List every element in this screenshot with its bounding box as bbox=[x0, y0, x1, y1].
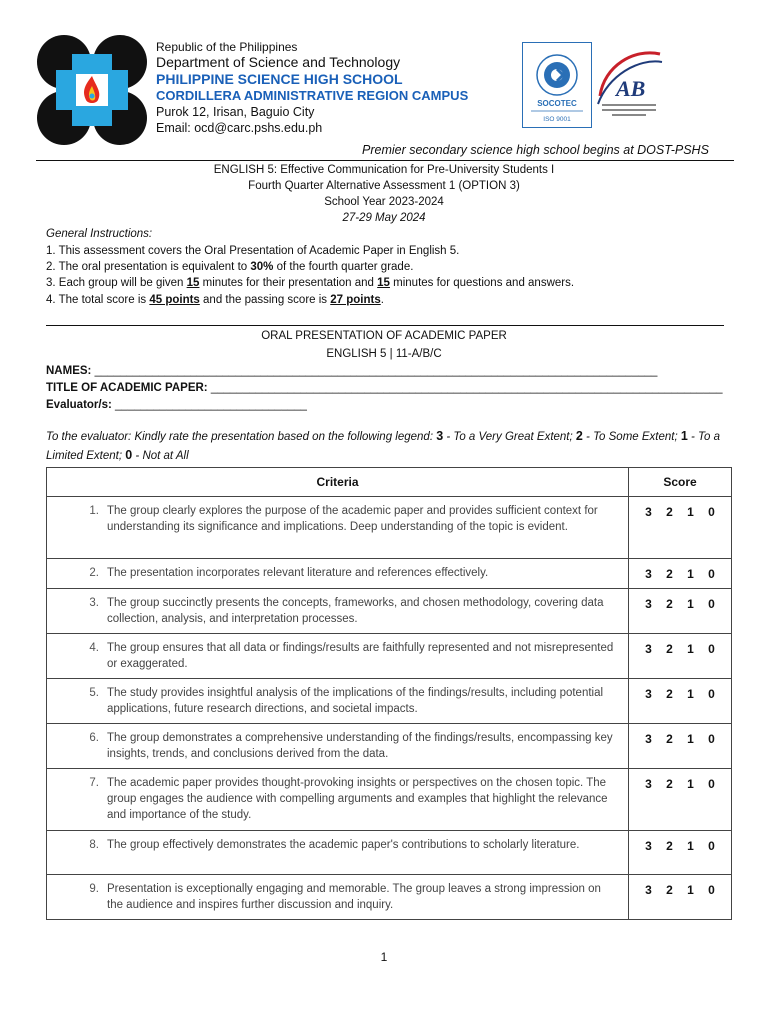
score-option-1[interactable]: 1 bbox=[687, 732, 694, 746]
score-cell bbox=[629, 589, 732, 634]
table-row bbox=[47, 589, 732, 634]
score-option-1[interactable]: 1 bbox=[687, 505, 694, 519]
score-option-2[interactable]: 2 bbox=[666, 777, 673, 791]
page-number: 1 bbox=[380, 950, 388, 964]
score-cell bbox=[629, 679, 732, 724]
score-option-3[interactable]: 3 bbox=[645, 883, 652, 897]
criterion-number: 2. bbox=[89, 567, 99, 579]
criterion-cell bbox=[47, 769, 629, 831]
score-option-1[interactable]: 1 bbox=[687, 839, 694, 853]
rubric-table bbox=[46, 467, 732, 920]
instructions-heading: General Instructions: bbox=[46, 228, 153, 240]
table-row bbox=[47, 559, 732, 589]
header-divider bbox=[36, 160, 734, 161]
criterion-number: 3. bbox=[89, 597, 99, 609]
criteria-column-header: Criteria bbox=[47, 468, 629, 497]
form-subheading: ENGLISH 5 | 11-A/B/C bbox=[326, 348, 442, 360]
republic-line: Republic of the Philippines bbox=[156, 40, 298, 54]
paper-title-field[interactable]: TITLE OF ACADEMIC PAPER: ________________________________________________________________________________ bbox=[46, 382, 723, 394]
pab-label: AB bbox=[616, 76, 646, 101]
criterion-text: The group succinctly presents the concepts, frameworks, and chosen methodology, covering data collection, analysis, and interpretation processes. bbox=[107, 597, 604, 625]
criterion-number: 6. bbox=[89, 732, 99, 744]
course-title: ENGLISH 5: Effective Communication for Pre-University Students I bbox=[213, 164, 555, 176]
criterion-cell bbox=[47, 589, 629, 634]
pshs-logo-icon bbox=[36, 34, 148, 146]
criterion-number: 1. bbox=[89, 505, 99, 517]
criterion-cell bbox=[47, 831, 629, 875]
score-option-2[interactable]: 2 bbox=[666, 567, 673, 581]
score-option-1[interactable]: 1 bbox=[687, 777, 694, 791]
score-column-header: Score bbox=[629, 468, 732, 497]
rubric-body bbox=[47, 497, 732, 920]
score-option-3[interactable]: 3 bbox=[645, 505, 652, 519]
criterion-cell bbox=[47, 497, 629, 559]
evaluator-field[interactable]: Evaluator/s: ______________________________ bbox=[46, 399, 307, 411]
criterion-text: The group demonstrates a comprehensive understanding of the findings/results, encompassing key insights, trends, and conclusions derived from the data. bbox=[107, 732, 613, 760]
iso-label: ISO 9001 bbox=[543, 116, 571, 123]
score-option-0[interactable]: 0 bbox=[708, 567, 715, 581]
score-option-1[interactable]: 1 bbox=[687, 642, 694, 656]
tagline: Premier secondary science high school begins at DOST-PSHS bbox=[362, 143, 709, 157]
criterion-text: The group clearly explores the purpose of the academic paper and provides sufficient context for understanding its significance and implications. Deep understanding of the topic is evident. bbox=[107, 505, 598, 533]
score-option-0[interactable]: 0 bbox=[708, 777, 715, 791]
score-option-2[interactable]: 2 bbox=[666, 597, 673, 611]
table-row bbox=[47, 769, 732, 831]
criterion-text: The presentation incorporates relevant literature and references effectively. bbox=[107, 567, 489, 579]
form-heading: ORAL PRESENTATION OF ACADEMIC PAPER bbox=[261, 330, 507, 342]
score-option-0[interactable]: 0 bbox=[708, 839, 715, 853]
criterion-number: 8. bbox=[89, 839, 99, 851]
score-option-0[interactable]: 0 bbox=[708, 505, 715, 519]
score-option-3[interactable]: 3 bbox=[645, 777, 652, 791]
socotec-certification-badge bbox=[522, 42, 592, 128]
criterion-text: The academic paper provides thought-provoking insights or perspectives on the chosen topic. The group engages the audience with compelling arguments and examples that highlight the relevance and importance of the study. bbox=[107, 777, 608, 821]
criterion-number: 7. bbox=[89, 777, 99, 789]
criterion-text: Presentation is exceptionally engaging and memorable. The group leaves a strong impression on the audience and inspires further discussion and inquiry. bbox=[107, 883, 601, 911]
score-option-2[interactable]: 2 bbox=[666, 687, 673, 701]
score-option-3[interactable]: 3 bbox=[645, 839, 652, 853]
instruction-3: 3. Each group will be given 15 minutes for their presentation and 15 minutes for questions and answers. bbox=[46, 277, 575, 289]
score-option-2[interactable]: 2 bbox=[666, 883, 673, 897]
score-option-1[interactable]: 1 bbox=[687, 567, 694, 581]
score-option-2[interactable]: 2 bbox=[666, 505, 673, 519]
criterion-number: 4. bbox=[89, 642, 99, 654]
socotec-label: SOCOTEC bbox=[537, 99, 577, 108]
assessment-title: Fourth Quarter Alternative Assessment 1 (OPTION 3) bbox=[248, 180, 520, 192]
score-cell bbox=[629, 875, 732, 920]
score-option-3[interactable]: 3 bbox=[645, 732, 652, 746]
score-cell bbox=[629, 559, 732, 589]
socotec-seal-icon bbox=[523, 43, 591, 127]
score-option-1[interactable]: 1 bbox=[687, 597, 694, 611]
score-option-2[interactable]: 2 bbox=[666, 732, 673, 746]
criterion-cell bbox=[47, 559, 629, 589]
address-line: Purok 12, Irisan, Baguio City bbox=[156, 105, 315, 119]
score-option-2[interactable]: 2 bbox=[666, 642, 673, 656]
score-option-3[interactable]: 3 bbox=[645, 687, 652, 701]
institution-header bbox=[156, 40, 496, 136]
assessment-dates: 27-29 May 2024 bbox=[342, 212, 426, 224]
criterion-text: The group effectively demonstrates the academic paper's contributions to scholarly literature. bbox=[107, 839, 580, 851]
score-option-3[interactable]: 3 bbox=[645, 597, 652, 611]
instruction-2: 2. The oral presentation is equivalent to 30% of the fourth quarter grade. bbox=[46, 261, 414, 273]
score-option-1[interactable]: 1 bbox=[687, 687, 694, 701]
score-option-0[interactable]: 0 bbox=[708, 597, 715, 611]
table-row bbox=[47, 724, 732, 769]
score-option-1[interactable]: 1 bbox=[687, 883, 694, 897]
campus-name: CORDILLERA ADMINISTRATIVE REGION CAMPUS bbox=[156, 88, 469, 103]
score-option-0[interactable]: 0 bbox=[708, 642, 715, 656]
department-line: Department of Science and Technology bbox=[156, 54, 401, 70]
score-cell bbox=[629, 724, 732, 769]
table-row bbox=[47, 831, 732, 875]
score-option-3[interactable]: 3 bbox=[645, 567, 652, 581]
criterion-cell bbox=[47, 724, 629, 769]
school-year: School Year 2023-2024 bbox=[324, 196, 444, 208]
criterion-cell bbox=[47, 679, 629, 724]
instruction-1: 1. This assessment covers the Oral Presentation of Academic Paper in English 5. bbox=[46, 245, 460, 257]
criterion-number: 9. bbox=[89, 883, 99, 895]
score-option-2[interactable]: 2 bbox=[666, 839, 673, 853]
table-row bbox=[47, 875, 732, 920]
criterion-number: 5. bbox=[89, 687, 99, 699]
pab-accreditation-icon bbox=[594, 46, 664, 122]
table-header-row bbox=[47, 468, 732, 497]
score-option-0[interactable]: 0 bbox=[708, 732, 715, 746]
score-cell bbox=[629, 634, 732, 679]
score-option-3[interactable]: 3 bbox=[645, 642, 652, 656]
instruction-4: 4. The total score is 45 points and the passing score is 27 points. bbox=[46, 294, 384, 306]
section-divider bbox=[46, 325, 724, 326]
rating-legend: To the evaluator: Kindly rate the presentation based on the following legend: 3 - To a Very Great Extent; 2 - To Some Extent; 1 - To a Limited Extent; 0 - Not at All bbox=[46, 429, 720, 462]
table-row bbox=[47, 634, 732, 679]
score-option-0[interactable]: 0 bbox=[708, 687, 715, 701]
criterion-cell bbox=[47, 634, 629, 679]
names-field[interactable]: NAMES: ________________________________________________________________________________________ bbox=[46, 365, 658, 377]
criterion-cell bbox=[47, 875, 629, 920]
table-row bbox=[47, 497, 732, 559]
score-cell bbox=[629, 769, 732, 831]
score-option-0[interactable]: 0 bbox=[708, 883, 715, 897]
school-name: PHILIPPINE SCIENCE HIGH SCHOOL bbox=[156, 71, 403, 87]
criterion-text: The study provides insightful analysis of the implications of the findings/results, including potential applications, future research directions, and societal impacts. bbox=[107, 687, 604, 715]
criterion-text: The group ensures that all data or findings/results are faithfully represented and not misrepresented or exaggerated. bbox=[107, 642, 614, 670]
email-line: Email: ocd@carc.pshs.edu.ph bbox=[156, 121, 323, 135]
score-cell bbox=[629, 831, 732, 875]
score-cell bbox=[629, 497, 732, 559]
table-row bbox=[47, 679, 732, 724]
